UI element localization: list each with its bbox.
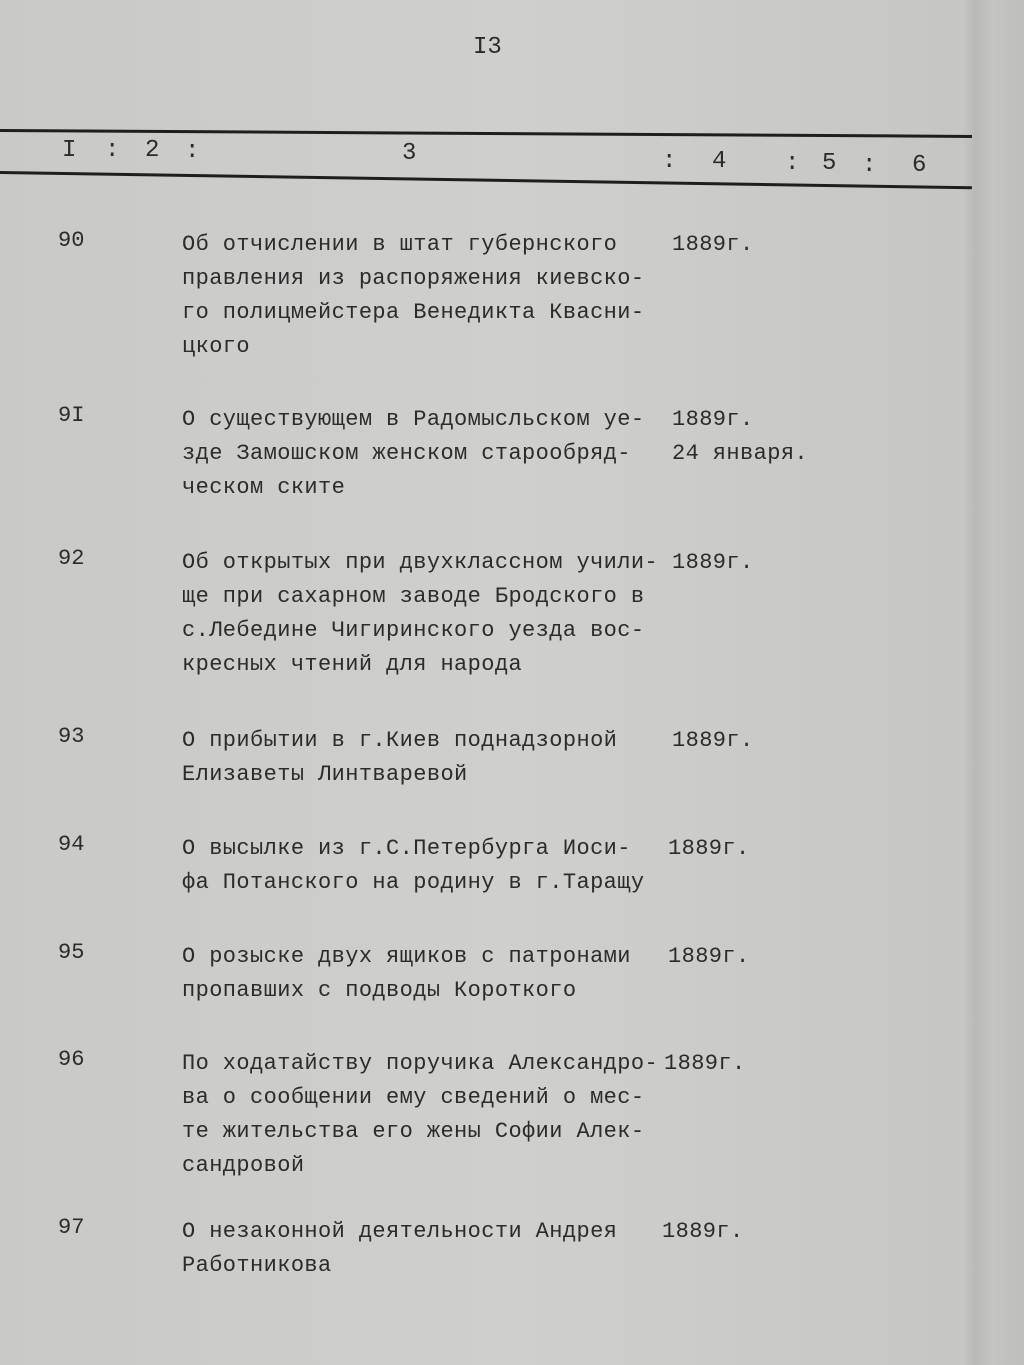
entry-number: 93 bbox=[58, 724, 85, 749]
description-line: с.Лебедине Чигиринского уезда вос- bbox=[182, 618, 645, 643]
description-line: зде Замошском женском старообряд- bbox=[182, 441, 631, 466]
entry-number: 92 bbox=[58, 546, 85, 571]
header-col-3: 3 bbox=[402, 140, 417, 167]
description-line: Работникова bbox=[182, 1253, 332, 1278]
date-line: 1889г. bbox=[662, 1219, 744, 1244]
entry-date bbox=[672, 546, 754, 580]
entry-date bbox=[672, 228, 754, 262]
header-separator: : bbox=[185, 138, 200, 165]
description-line: кресных чтений для народа bbox=[182, 652, 523, 677]
date-line: 1889г. bbox=[664, 1051, 746, 1076]
entry-description bbox=[182, 724, 617, 792]
header-separator: : bbox=[662, 148, 677, 175]
description-line: О существующем в Радомысльском уе- bbox=[182, 407, 645, 432]
date-line: 1889г. bbox=[672, 550, 754, 575]
description-line: правления из распоряжения киевско- bbox=[182, 266, 645, 291]
description-line: По ходатайству поручика Александро- bbox=[182, 1051, 659, 1076]
description-line: сандровой bbox=[182, 1153, 305, 1178]
entry-description bbox=[182, 546, 658, 682]
description-line: Об отчислении в штат губернского bbox=[182, 232, 618, 257]
header-col-4: 4 bbox=[712, 148, 727, 175]
page-number: I3 bbox=[473, 34, 502, 61]
entry-date bbox=[664, 1047, 746, 1081]
header-separator: : bbox=[105, 137, 120, 164]
entry-number: 94 bbox=[58, 832, 85, 857]
entry-date bbox=[668, 832, 750, 866]
entry-number: 96 bbox=[58, 1047, 85, 1072]
description-line: О незаконной деятельности Андрея bbox=[182, 1219, 618, 1244]
entry-description bbox=[182, 228, 644, 364]
date-line: 1889г. bbox=[668, 944, 750, 969]
description-line: пропавших с подводы Короткого bbox=[182, 978, 577, 1003]
description-line: О розыске двух ящиков с патронами bbox=[182, 944, 631, 969]
header-separator: : bbox=[862, 152, 877, 179]
description-line: го полицмейстера Венедикта Квасни- bbox=[182, 300, 645, 325]
entry-date bbox=[672, 724, 754, 758]
entry-description bbox=[182, 403, 644, 505]
entry-description bbox=[182, 940, 631, 1008]
header-col-2: 2 bbox=[145, 137, 160, 164]
description-line: цкого bbox=[182, 334, 251, 359]
description-line: ческом ските bbox=[182, 475, 346, 500]
description-line: те жительства его жены Софии Алек- bbox=[182, 1119, 645, 1144]
description-line: фа Потанского на родину в г.Таращу bbox=[182, 870, 645, 895]
entry-description bbox=[182, 832, 644, 900]
entry-date bbox=[668, 940, 750, 974]
description-line: ще при сахарном заводе Бродского в bbox=[182, 584, 645, 609]
description-line: О высылке из г.С.Петербурга Иоси- bbox=[182, 836, 631, 861]
header-col-6: 6 bbox=[912, 152, 927, 179]
entry-date bbox=[662, 1215, 744, 1249]
description-line: О прибытии в г.Киев поднадзорной bbox=[182, 728, 618, 753]
entry-number: 90 bbox=[58, 228, 85, 253]
description-line: ва о сообщении ему сведений о мес- bbox=[182, 1085, 645, 1110]
date-line: 1889г. bbox=[668, 836, 750, 861]
description-line: Елизаветы Линтваревой bbox=[182, 762, 468, 787]
header-separator: : bbox=[785, 150, 800, 177]
entry-date bbox=[672, 403, 808, 471]
entry-number: 9I bbox=[58, 403, 85, 428]
entry-number: 95 bbox=[58, 940, 85, 965]
date-line: 24 января. bbox=[672, 441, 809, 466]
date-line: 1889г. bbox=[672, 728, 754, 753]
description-line: Об открытых при двухклассном учили- bbox=[182, 550, 659, 575]
header-col-1: I bbox=[62, 137, 77, 164]
entry-number: 97 bbox=[58, 1215, 85, 1240]
date-line: 1889г. bbox=[672, 232, 754, 257]
entry-description bbox=[182, 1047, 658, 1183]
date-line: 1889г. bbox=[672, 407, 754, 432]
entry-description bbox=[182, 1215, 617, 1283]
header-col-5: 5 bbox=[822, 150, 837, 177]
